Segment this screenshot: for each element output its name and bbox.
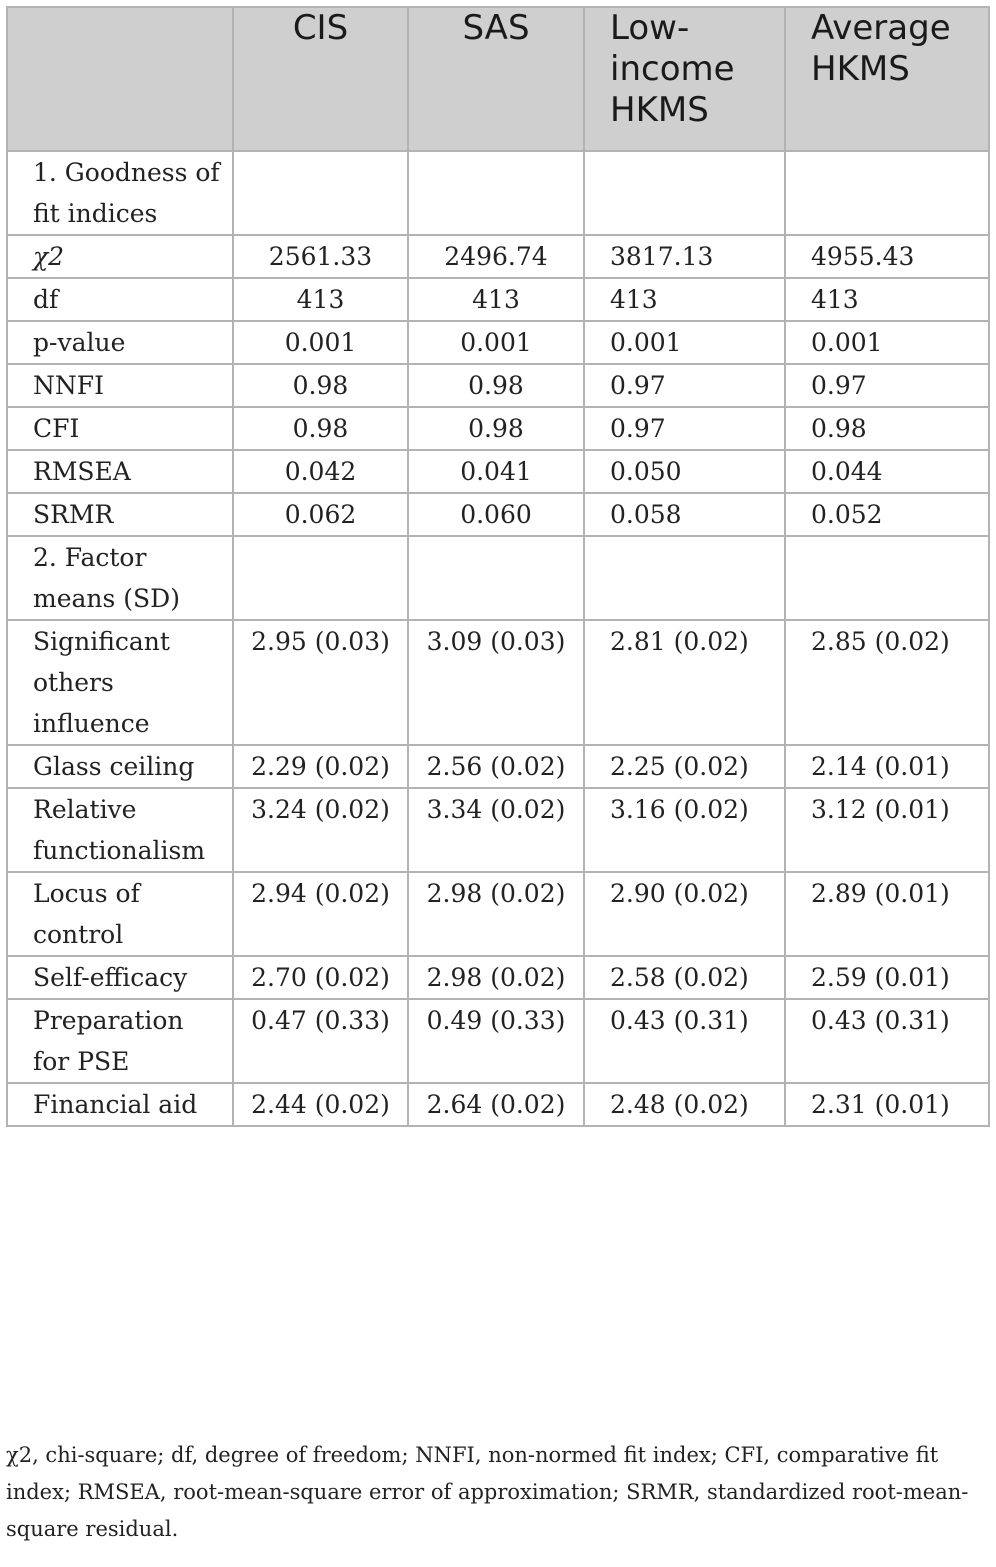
- table-cell: 2.98 (0.02): [408, 872, 584, 956]
- header-cell-low-income-hkms: Low-income HKMS: [584, 7, 785, 151]
- row-label: Significant others influence: [7, 620, 233, 745]
- header-cell-cis: CIS: [233, 7, 408, 151]
- table-cell: 0.058: [584, 493, 785, 536]
- results-table: [6, 6, 990, 1127]
- table-cell: 0.98: [233, 364, 408, 407]
- table-cell: 0.042: [233, 450, 408, 493]
- table-cell: 0.041: [408, 450, 584, 493]
- table-row: [7, 321, 989, 364]
- row-label: NNFI: [7, 364, 233, 407]
- table-cell: 0.49 (0.33): [408, 999, 584, 1083]
- table-cell: 413: [785, 278, 989, 321]
- header-cell-average-hkms: Average HKMS: [785, 7, 989, 151]
- table-row: [7, 872, 989, 956]
- row-label: CFI: [7, 407, 233, 450]
- table-cell: 0.98: [233, 407, 408, 450]
- row-label: Locus of control: [7, 872, 233, 956]
- table-cell: 2.64 (0.02): [408, 1083, 584, 1126]
- table-row: [7, 999, 989, 1083]
- table-cell: 3.34 (0.02): [408, 788, 584, 872]
- table-cell: 2.85 (0.02): [785, 620, 989, 745]
- header-cell-sas: SAS: [408, 7, 584, 151]
- table-cell: 0.052: [785, 493, 989, 536]
- table-cell: 0.47 (0.33): [233, 999, 408, 1083]
- row-label: 1. Goodness of fit indices: [7, 151, 233, 235]
- table-row: [7, 956, 989, 999]
- table-cell: 413: [233, 278, 408, 321]
- table-cell: 2496.74: [408, 235, 584, 278]
- table-row: [7, 536, 989, 620]
- table-cell: [785, 536, 989, 620]
- table-cell: 0.060: [408, 493, 584, 536]
- table-cell: 0.001: [233, 321, 408, 364]
- table-footnote: χ2, chi-square; df, degree of freedom; NNFI, non-normed fit index; CFI, comparative fit index; RMSEA, root-mean-square error of approximation; SRMR, standardized root-mean-square residual.: [6, 1443, 969, 1541]
- table-cell: 3.09 (0.03): [408, 620, 584, 745]
- row-label: SRMR: [7, 493, 233, 536]
- table-row: [7, 620, 989, 745]
- row-label: Preparation for PSE: [7, 999, 233, 1083]
- table-cell: 0.97: [584, 364, 785, 407]
- table-cell: [785, 151, 989, 235]
- table-cell: 2.29 (0.02): [233, 745, 408, 788]
- table-row: [7, 1083, 989, 1126]
- table-cell: 3.12 (0.01): [785, 788, 989, 872]
- table-cell: [408, 151, 584, 235]
- table-cell: 0.43 (0.31): [785, 999, 989, 1083]
- table-row: [7, 364, 989, 407]
- row-label: p-value: [7, 321, 233, 364]
- table-cell: 0.001: [408, 321, 584, 364]
- row-label: 2. Factor means (SD): [7, 536, 233, 620]
- table-row: [7, 788, 989, 872]
- row-label: Relative functionalism: [7, 788, 233, 872]
- table-cell: 2.44 (0.02): [233, 1083, 408, 1126]
- table-row: [7, 235, 989, 278]
- table-row: [7, 407, 989, 450]
- table-cell: 2.56 (0.02): [408, 745, 584, 788]
- table-cell: [408, 536, 584, 620]
- table-cell: 2.98 (0.02): [408, 956, 584, 999]
- table-row: [7, 450, 989, 493]
- table-cell: [584, 151, 785, 235]
- table-cell: 2.31 (0.01): [785, 1083, 989, 1126]
- table-cell: 2.48 (0.02): [584, 1083, 785, 1126]
- table-cell: [233, 151, 408, 235]
- table-cell: 413: [584, 278, 785, 321]
- table-cell: 2.94 (0.02): [233, 872, 408, 956]
- table-cell: 0.98: [785, 407, 989, 450]
- table-cell: 2.14 (0.01): [785, 745, 989, 788]
- header-row: [7, 7, 989, 151]
- table-cell: 2561.33: [233, 235, 408, 278]
- table-cell: 3.24 (0.02): [233, 788, 408, 872]
- table-cell: 2.59 (0.01): [785, 956, 989, 999]
- header-cell-blank: [7, 7, 233, 151]
- table-cell: 0.98: [408, 364, 584, 407]
- table-cell: 0.001: [584, 321, 785, 364]
- table-cell: 2.95 (0.03): [233, 620, 408, 745]
- table-row: [7, 493, 989, 536]
- table-row: [7, 151, 989, 235]
- table-cell: [233, 536, 408, 620]
- table-cell: 0.43 (0.31): [584, 999, 785, 1083]
- row-label: RMSEA: [7, 450, 233, 493]
- table-cell: 2.89 (0.01): [785, 872, 989, 956]
- table-cell: 2.70 (0.02): [233, 956, 408, 999]
- table-cell: 0.062: [233, 493, 408, 536]
- table-cell: 2.58 (0.02): [584, 956, 785, 999]
- table-cell: 0.97: [785, 364, 989, 407]
- table-cell: 0.98: [408, 407, 584, 450]
- row-label: Financial aid: [7, 1083, 233, 1126]
- row-label: Self-efficacy: [7, 956, 233, 999]
- table-cell: 0.044: [785, 450, 989, 493]
- table-cell: 2.90 (0.02): [584, 872, 785, 956]
- row-label: Glass ceiling: [7, 745, 233, 788]
- table-cell: 2.81 (0.02): [584, 620, 785, 745]
- table-row: [7, 278, 989, 321]
- table-cell: 2.25 (0.02): [584, 745, 785, 788]
- table-cell: 0.97: [584, 407, 785, 450]
- table-cell: 413: [408, 278, 584, 321]
- table-cell: 4955.43: [785, 235, 989, 278]
- table-row: [7, 745, 989, 788]
- row-label: df: [7, 278, 233, 321]
- table-cell: 0.050: [584, 450, 785, 493]
- table-cell: 3817.13: [584, 235, 785, 278]
- table-cell: 0.001: [785, 321, 989, 364]
- table-cell: [584, 536, 785, 620]
- table-cell: 3.16 (0.02): [584, 788, 785, 872]
- row-label: χ2: [7, 235, 233, 278]
- table-container: [6, 6, 990, 1127]
